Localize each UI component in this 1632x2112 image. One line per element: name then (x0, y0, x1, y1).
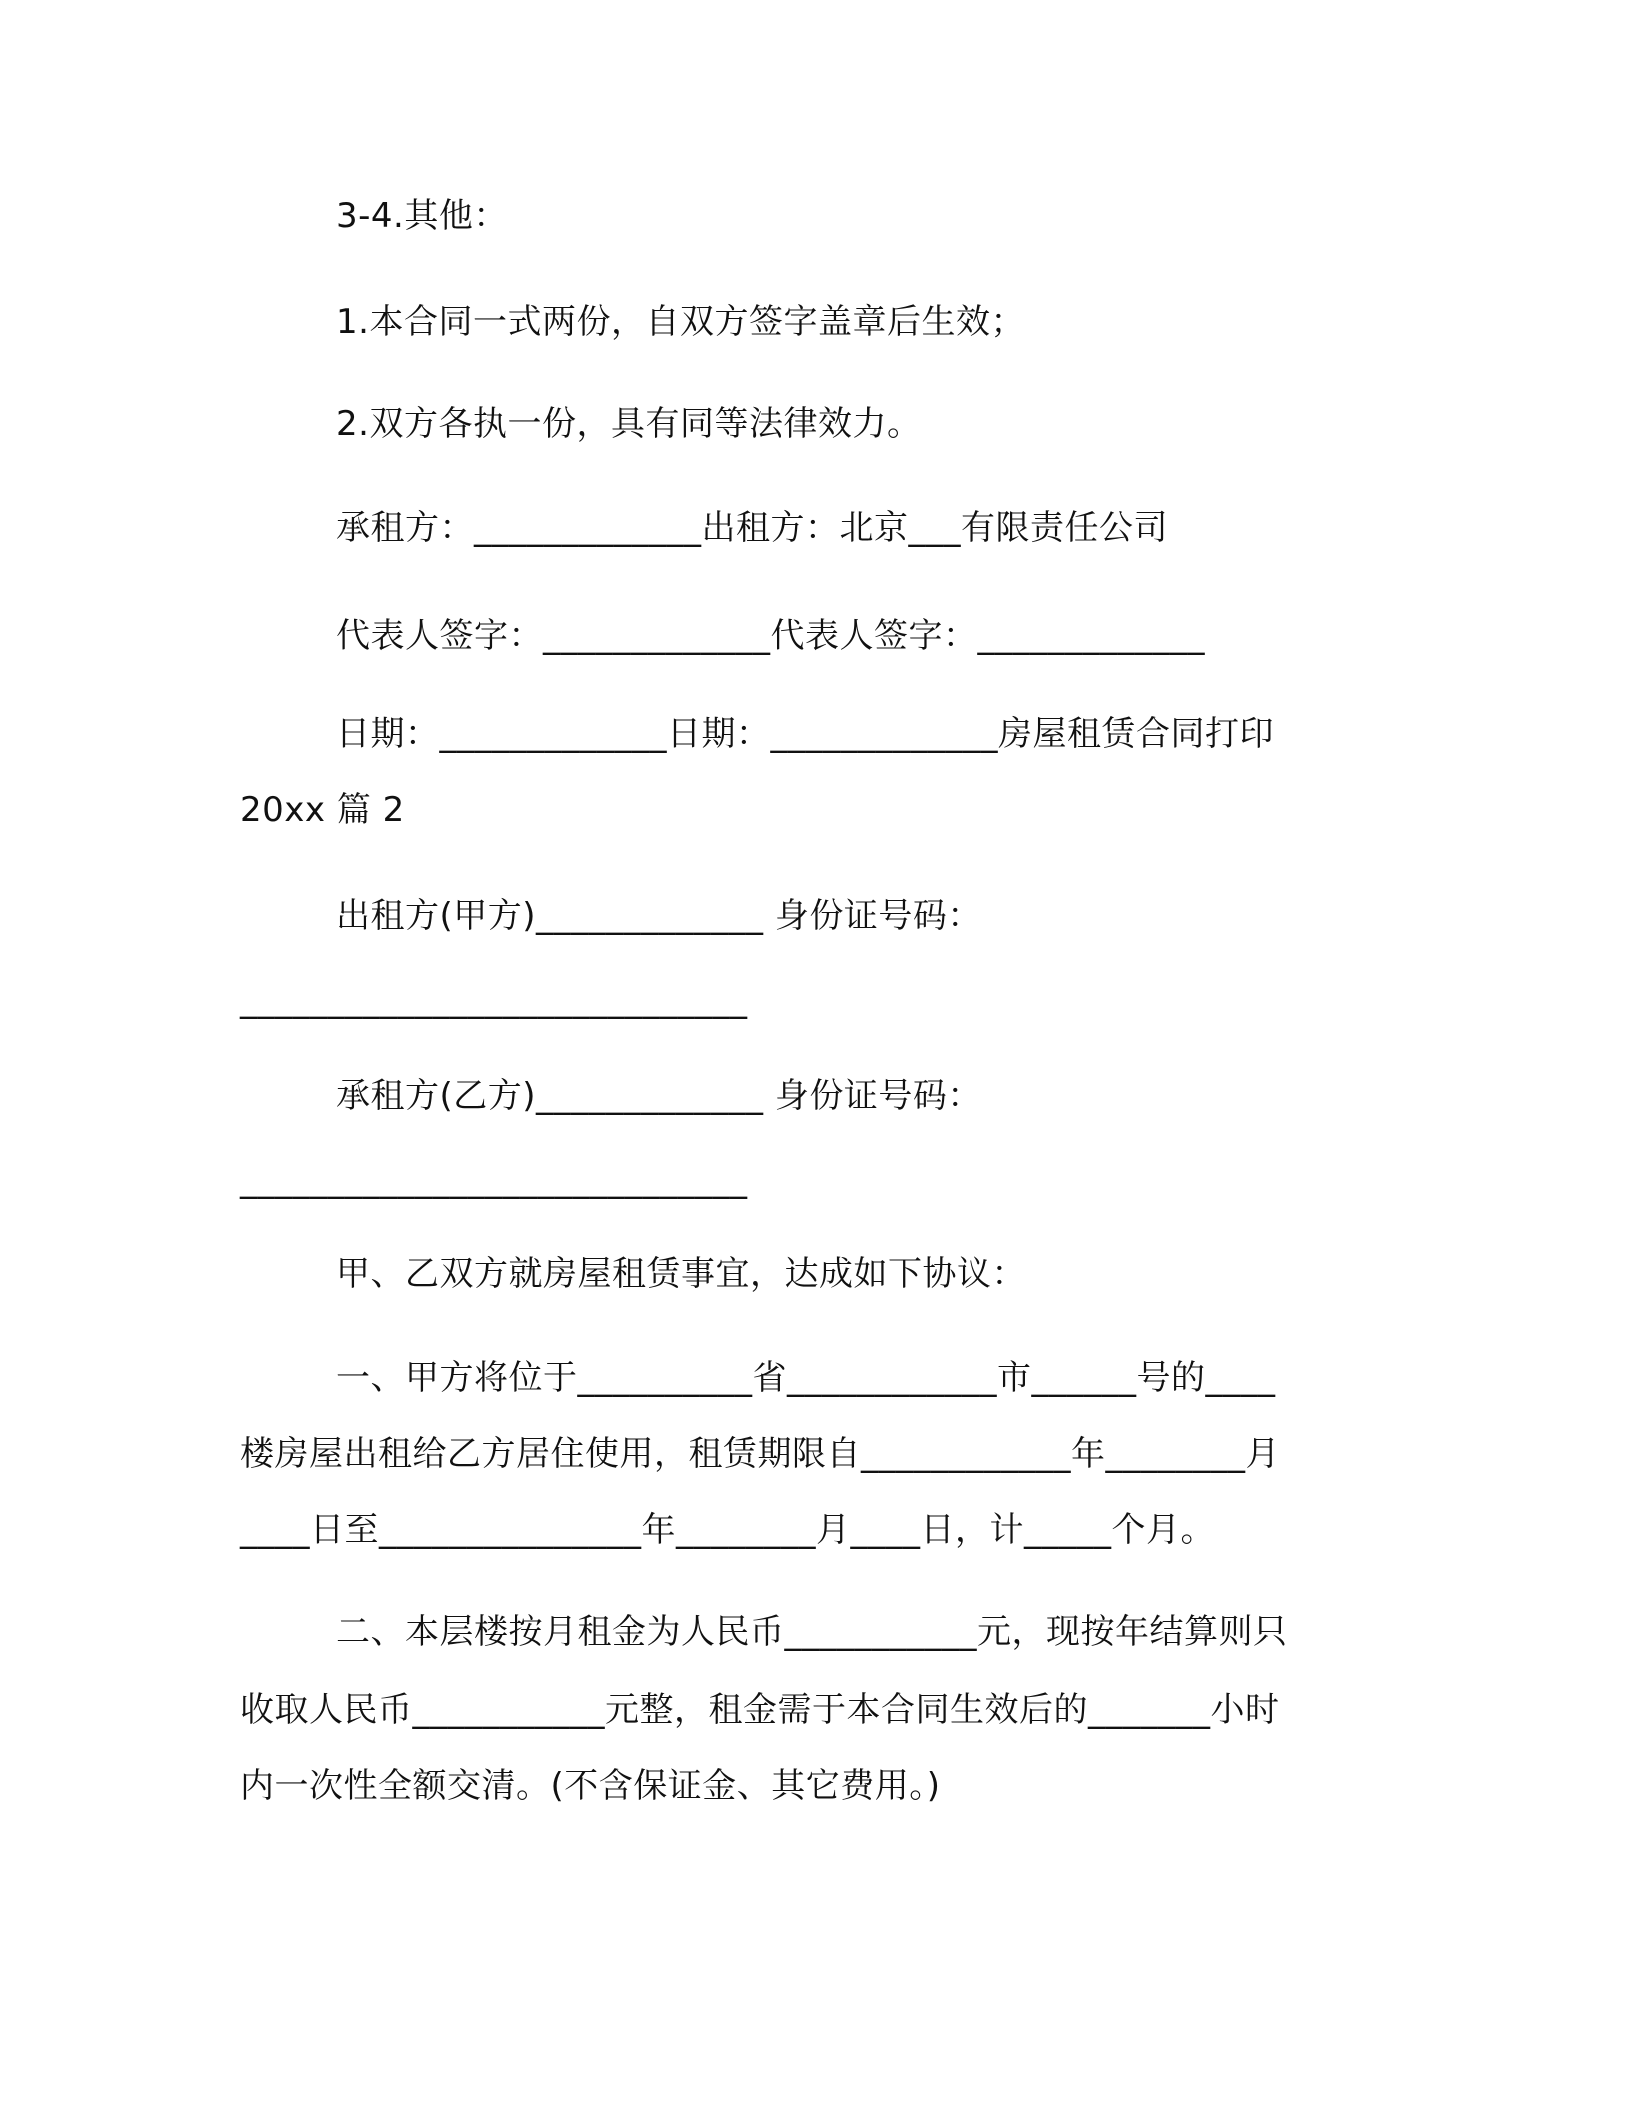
signature-line: 承租方：_____________出租方：北京___有限责任公司 (336, 508, 1168, 548)
clause-line: 2.双方各执一份，具有同等法律效力。 (336, 404, 922, 444)
party-line: 承租方(乙方)_____________ 身份证号码： (336, 1076, 982, 1116)
date-line: 日期：_____________日期：_____________房屋租赁合同打印 (336, 714, 1274, 754)
blank-line: _____________________________ (240, 980, 748, 1020)
paragraph-line: 收取人民币___________元整，租金需于本合同生效后的_______小时 (240, 1690, 1280, 1730)
paragraph-line: 一、甲方将位于__________省____________市______号的____ (336, 1358, 1276, 1398)
signature-line: 代表人签字：_____________代表人签字：_____________ (336, 616, 1205, 656)
paragraph-line: 楼房屋出租给乙方居住使用，租赁期限自____________年________月 (240, 1434, 1280, 1474)
blank-line: _____________________________ (240, 1160, 748, 1200)
paragraph-line: ____日至_______________年________月____日，计_____个月。 (240, 1510, 1215, 1550)
section-heading: 3-4.其他： (336, 196, 508, 236)
paragraph-line: 甲、乙双方就房屋租赁事宜，达成如下协议： (336, 1254, 1026, 1294)
clause-line: 1.本合同一式两份，自双方签字盖章后生效； (336, 302, 1025, 342)
paragraph-line: 二、本层楼按月租金为人民币___________元，现按年结算则只 (336, 1612, 1288, 1652)
paragraph-line: 内一次性全额交清。(不含保证金、其它费用。) (240, 1766, 941, 1806)
party-line: 出租方(甲方)_____________ 身份证号码： (336, 896, 982, 936)
section-title: 20xx 篇 2 (240, 790, 405, 830)
